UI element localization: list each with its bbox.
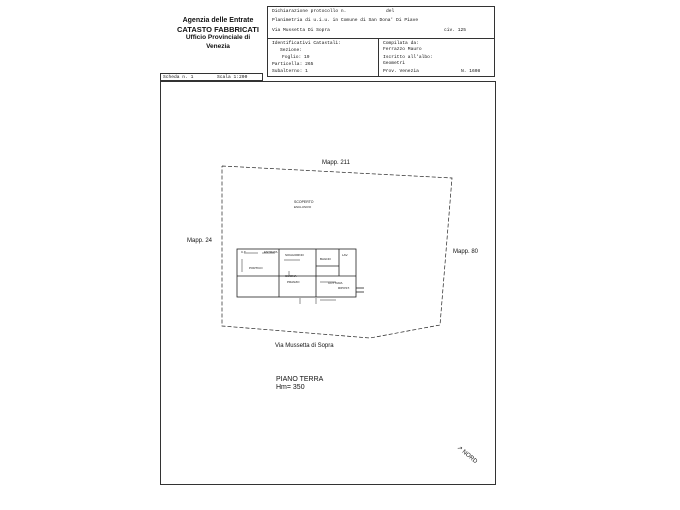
scoperto-sub-label: ESCLUSIVO	[294, 205, 312, 209]
foglio: Foglio: 19	[282, 55, 310, 60]
mapp-24-label: Mapp. 24	[187, 238, 213, 244]
mapp-80-label: Mapp. 80	[453, 249, 479, 255]
road-label: Via Mussetta di Sopra	[275, 343, 334, 349]
room-bagno: BAGNO	[320, 257, 331, 261]
office-city: Venezia	[206, 42, 230, 50]
civ-text: civ. 125	[444, 28, 467, 33]
compilata-label: Compilata da:	[383, 41, 419, 46]
sezione: Sezione:	[280, 48, 303, 53]
room-entrata: ENTRATA	[264, 250, 278, 254]
room-ct: C.T.	[241, 250, 247, 254]
protocol-label: Dichiarazione protocollo n.	[272, 9, 347, 14]
mapp-211-label: Mapp. 211	[322, 160, 350, 166]
lot-boundary	[222, 166, 452, 338]
compilata-name: Ferrazzo Mauro	[383, 47, 422, 52]
particella: Particella: 265	[272, 62, 314, 67]
scala-label: Scala 1:200	[217, 75, 248, 80]
address-text: Via Mussetta Di Sopra	[272, 28, 330, 33]
room-ripost: RIPOST.	[338, 286, 350, 290]
planimetria-text: Planimetria di u.i.u. in Comune di San Dona' Di Piave	[272, 18, 419, 23]
scoperto-label: SCOPERTO	[294, 200, 314, 204]
office-label: Ufficio Provinciale di	[185, 34, 251, 41]
room-cottura: COTTURA	[328, 281, 343, 285]
floor-height: Hm= 350	[276, 384, 305, 391]
room-cucina: CUCINA	[285, 274, 297, 278]
floor-name: PIANO TERRA	[276, 376, 324, 383]
protocol-del: del	[386, 9, 395, 14]
north-arrow-icon: ↗	[455, 444, 464, 453]
agency-name: Agenzia delle Entrate	[182, 17, 254, 24]
scheda-label: Scheda n. 1	[163, 75, 194, 80]
floor-info	[276, 376, 323, 392]
albo-text: Geometri	[383, 61, 406, 66]
subalterno: Subalterno: 1	[272, 69, 308, 74]
catasto-title: CATASTO FABBRICATI	[177, 24, 259, 34]
room-portico: PORTICO	[249, 266, 263, 270]
room-pranzo: PRANZO	[287, 280, 300, 284]
room-lav: LAV.	[342, 253, 349, 257]
ident-title: Identificativi Catastali:	[272, 41, 341, 46]
iscritto-label: Iscritto all'albo:	[383, 55, 433, 60]
room-soggiorno: SOGGIORNO	[285, 253, 304, 257]
north-label: NORD	[460, 449, 479, 466]
prov-text: Prov. Venezia	[383, 69, 419, 74]
n-text: N. 1608	[461, 69, 481, 74]
